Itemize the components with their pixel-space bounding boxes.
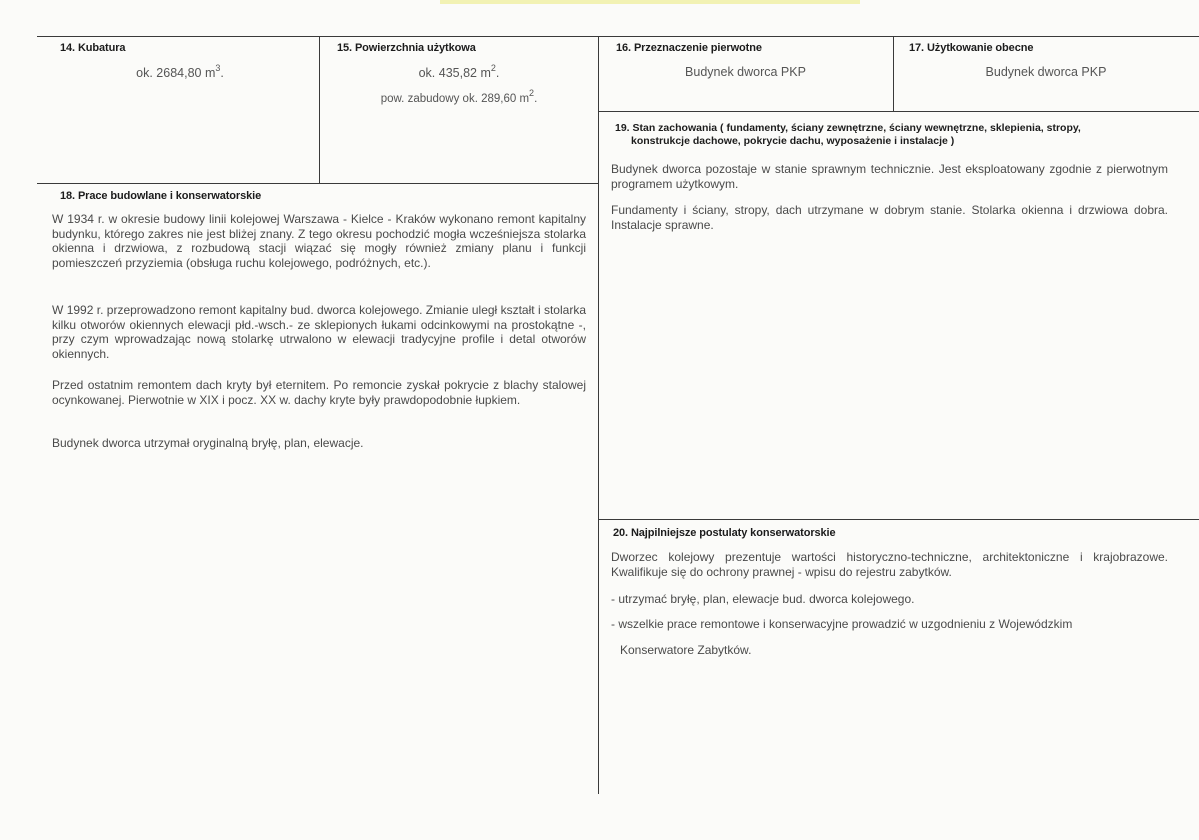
field-18-paragraph-4: Budynek dworca utrzymał oryginalną bryłę, plan, elewacje. (52, 436, 364, 450)
usable-area-exponent: 2 (490, 63, 496, 73)
field-19-header-line-2: konstrukcje dachowe, pokrycie dachu, wyposażenie i instalacje ) (631, 135, 955, 147)
volume-value: ok. 2684,80 m (136, 66, 216, 80)
field-15-value (320, 63, 598, 80)
field-16-value: Budynek dworca PKP (685, 65, 806, 79)
built-area-value: pow. zabudowy ok. 289,60 m (380, 93, 530, 105)
field-17-header: 17. Użytkowanie obecne (909, 42, 1034, 54)
field-15-built-area (320, 88, 598, 105)
field-19-paragraph-2: Fundamenty i ściany, stropy, dach utrzymane w dobrym stanie. Stolarka okienna i drzwiowa dobra. Instalacje sprawne. (611, 203, 1168, 232)
built-area-suffix: . (534, 93, 538, 105)
built-area-exponent: 2 (529, 88, 535, 98)
volume-unit-exponent: 3 (215, 63, 221, 73)
field-20-header: 20. Najpilniejsze postulaty konserwatorskie (613, 527, 836, 539)
field-20-item-1: - utrzymać bryłę, plan, elewacje bud. dworca kolejowego. (611, 592, 915, 606)
usable-area-suffix: . (495, 66, 500, 80)
volume-suffix: . (220, 66, 224, 80)
line-below-16-17 (598, 111, 1199, 112)
field-18-paragraph-3: Przed ostatnim remontem dach kryty był eternitem. Po remoncie zyskał pokrycie z blachy stalowej ocynkowanej. Pierwotnie w XIX i pocz. XX w. dachy kryte były prawdopodobnie łupkiem. (52, 378, 586, 407)
scan-stripe (440, 0, 860, 4)
field-20-item-2-continued: Konserwatore Zabytków. (620, 643, 752, 657)
top-border-line (37, 36, 1199, 37)
field-19-header (615, 122, 1190, 148)
center-divider (598, 36, 599, 794)
field-20-item-2: - wszelkie prace remontowe i konserwacyjne prowadzić w uzgodnieniu z Wojewódzkim (611, 617, 1073, 631)
field-18-paragraph-1: W 1934 r. w okresie budowy linii kolejowej Warszawa - Kielce - Kraków wykonano remont kapitalny budynku, którego zakres nie jest bliżej znany. Z tego okresu pochodzić mogła wcześniejsza stolarka okienna i drzwiowa, z rozbudową stacji wiązać się mogły również zmiany planu i funkcji pomieszczeń przyziemia (obsługa ruchu kolejowego, podróżnych, etc.). (52, 212, 586, 270)
line-above-18 (37, 183, 599, 184)
field-14-value (40, 63, 320, 80)
field-14-header: 14. Kubatura (60, 42, 126, 54)
field-19-header-line-1: 19. Stan zachowania ( fundamenty, ściany zewnętrzne, ściany wewnętrzne, sklepienia, stropy, (615, 122, 1081, 134)
field-16-header: 16. Przeznaczenie pierwotne (616, 42, 762, 54)
divider-14-15 (319, 36, 320, 183)
field-15-header: 15. Powierzchnia użytkowa (337, 42, 476, 54)
field-20-paragraph-1: Dworzec kolejowy prezentuje wartości historyczno-techniczne, architektoniczne i krajobrazowe. Kwalifikuje się do ochrony prawnej - wpisu do rejestru zabytków. (611, 550, 1168, 579)
field-17-value: Budynek dworca PKP (985, 65, 1107, 79)
line-above-20 (598, 519, 1199, 520)
usable-area-value: ok. 435,82 m (418, 66, 491, 80)
field-18-header: 18. Prace budowlane i konserwatorskie (60, 190, 262, 202)
field-18-paragraph-2: W 1992 r. przeprowadzono remont kapitalny bud. dworca kolejowego. Zmianie uległ kształt i stolarka kilku otworów okiennych elewacji płd.-wsch.- ze sklepionych łukami odcinkowymi na prostokątne -, przy czym wprowadzając nową stolarkę utrwalono w elewacji tradycyjne profile i detal otworów okiennych. (52, 303, 586, 361)
field-19-paragraph-1: Budynek dworca pozostaje w stanie sprawnym technicznie. Jest eksploatowany zgodnie z pierwotnym programem użytkowym. (611, 162, 1168, 191)
